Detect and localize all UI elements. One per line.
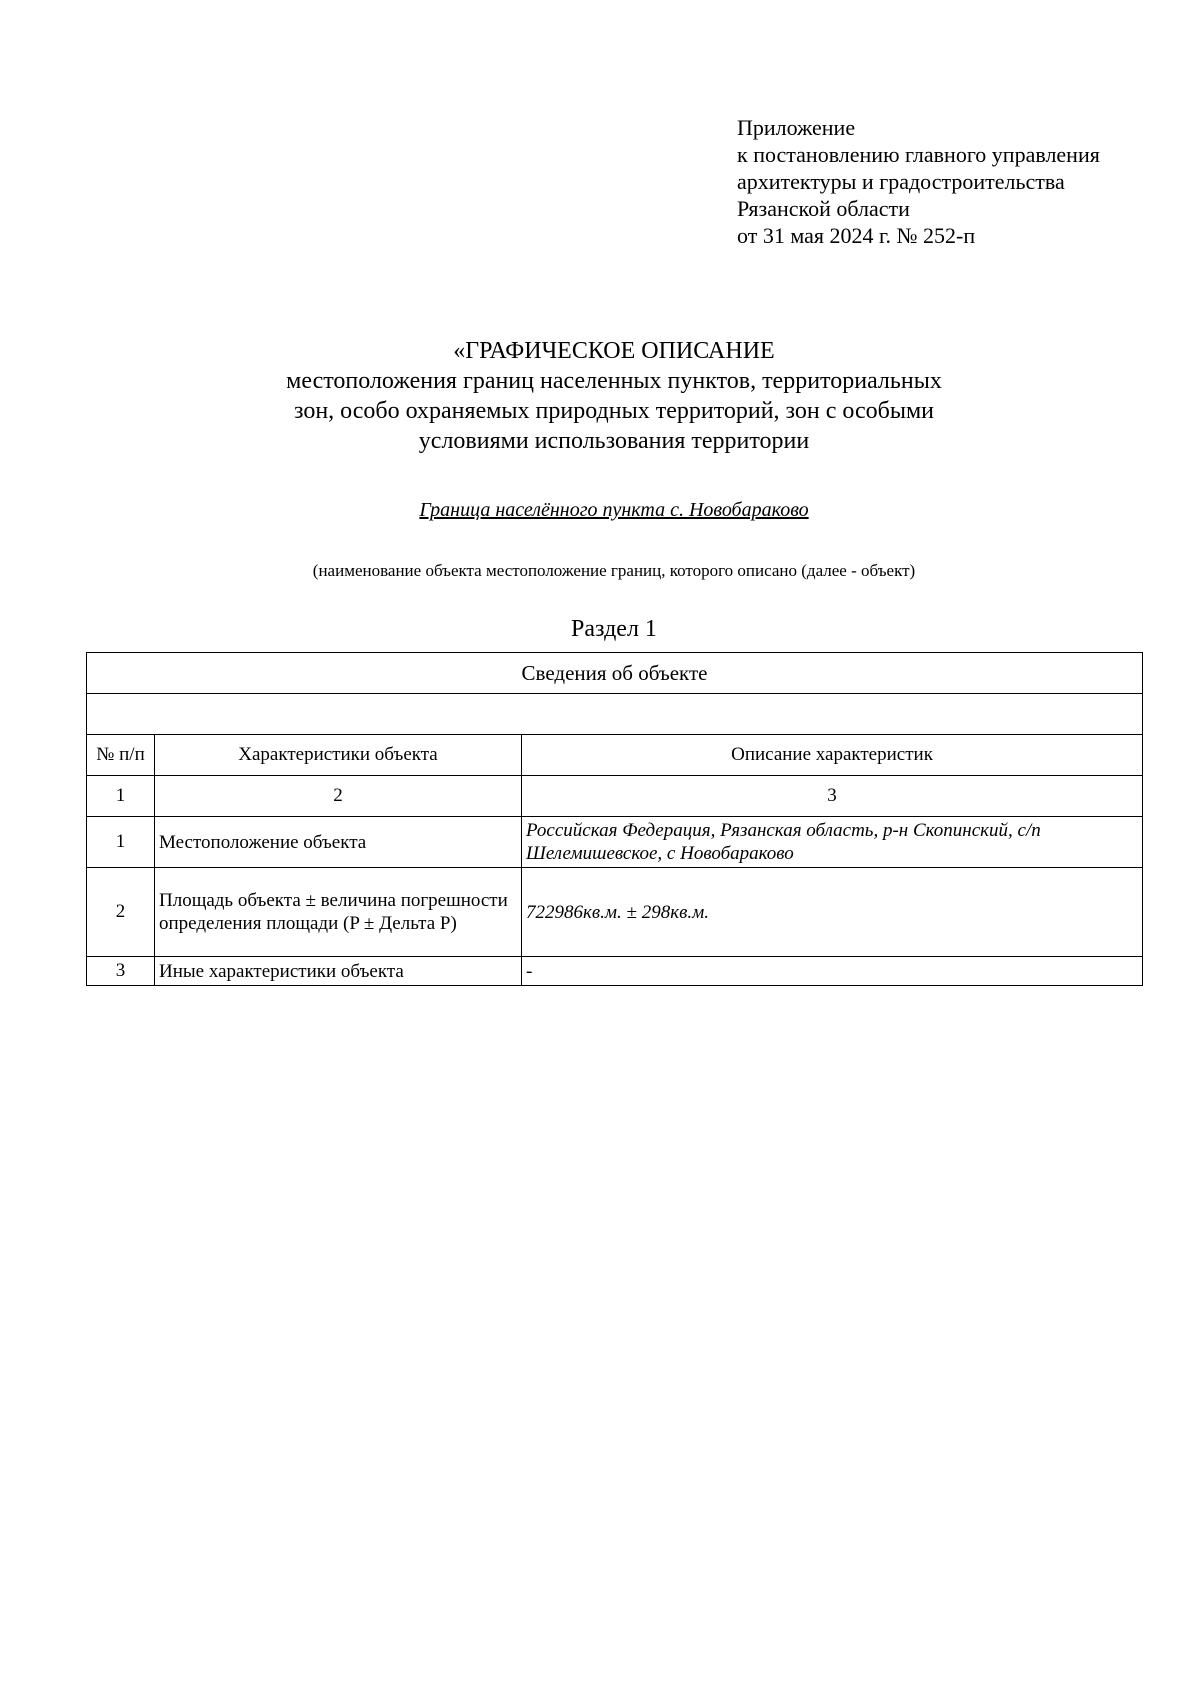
column-header-description: Описание характеристик [522, 735, 1143, 776]
column-header-num: № п/п [87, 735, 155, 776]
object-name: Граница населённого пункта с. Новобараково [419, 499, 809, 521]
row-characteristic: Площадь объекта ± величина погрешности определения площади (P ± Дельта P) [155, 868, 522, 957]
table-header-row [87, 735, 1143, 776]
row-description: Российская Федерация, Рязанская область, р-н Скопинский, с/п Шелемишевское, с Новобараково [522, 817, 1143, 868]
appendix-block [737, 114, 1100, 249]
appendix-line: от 31 мая 2024 г. № 252-п [737, 223, 976, 248]
column-number: 3 [522, 776, 1143, 817]
object-note: (наименование объекта местоположение границ, которого описано (далее - объект) [312, 561, 916, 580]
title-line: условиями использования территории [418, 428, 810, 454]
title-line: «ГРАФИЧЕСКОЕ ОПИСАНИЕ [453, 338, 775, 364]
row-number: 3 [87, 957, 155, 986]
column-number: 2 [155, 776, 522, 817]
row-characteristic: Местоположение объекта [155, 817, 522, 868]
appendix-line: Приложение [737, 115, 856, 140]
column-number: 1 [87, 776, 155, 817]
document-title [0, 336, 1200, 456]
table-row [87, 817, 1143, 868]
table-column-numbers-row [87, 776, 1143, 817]
title-line: зон, особо охраняемых природных территорий, зон с особыми [293, 398, 935, 424]
table-heading-row [87, 653, 1143, 694]
object-info-table [86, 652, 1143, 986]
row-number: 2 [87, 868, 155, 957]
section-title: Раздел 1 [571, 616, 657, 642]
appendix-line: Рязанской области [737, 196, 910, 221]
column-header-characteristic: Характеристики объекта [155, 735, 522, 776]
row-characteristic: Иные характеристики объекта [155, 957, 522, 986]
row-description: - [522, 957, 1143, 986]
appendix-line: к постановлению главного управления [737, 142, 1100, 167]
row-number: 1 [87, 817, 155, 868]
table-heading: Сведения об объекте [87, 653, 1143, 694]
row-description: 722986кв.м. ± 298кв.м. [522, 868, 1143, 957]
table-empty-row [87, 694, 1143, 735]
title-line: местоположения границ населенных пунктов, территориальных [286, 368, 942, 394]
appendix-line: архитектуры и градостроительства [737, 169, 1065, 194]
table-row [87, 957, 1143, 986]
empty-cell [87, 694, 1143, 735]
table-row [87, 868, 1143, 957]
